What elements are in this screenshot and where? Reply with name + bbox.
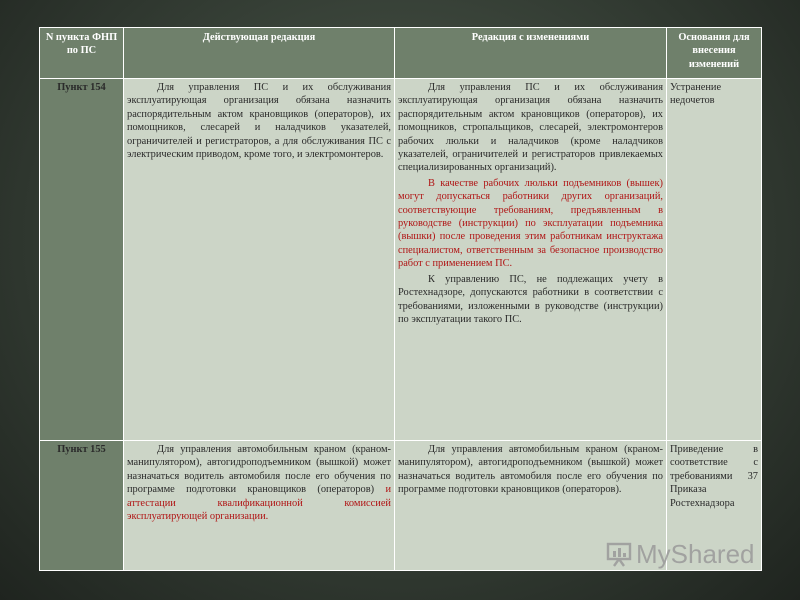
changed-text-2-red: В качестве рабочих люльки подъемников (вышек) могут допускаться работники других организаций, соответствующие требованиям, предъявленным в руководстве (инструкции) по эксплуатации подъемника (вышки) после проведения этим работникам инструктажа специалистом, ответственным за безопасное производство работ с применением ПС. bbox=[398, 177, 663, 270]
changed-text-1: Для управления ПС и их обслуживания эксплуатирующая организация обязана назначить распорядительным актом крановщиков (операторов), их помощников, стропальщиков, слесарей, электромонтеров рабочих люльки и наладчиков (кроме наладчиков указателей, ограничителей и регистраторов привлекаемых специализированных организаций). bbox=[398, 82, 663, 174]
changed-edition-cell bbox=[395, 79, 667, 441]
presentation-board-icon bbox=[606, 541, 632, 567]
current-edition-cell bbox=[124, 441, 395, 571]
current-edition-cell bbox=[124, 79, 395, 441]
watermark-text: MyShared bbox=[636, 538, 755, 569]
current-text bbox=[127, 443, 391, 523]
watermark bbox=[606, 537, 755, 571]
row-label: Пункт 155 bbox=[40, 441, 124, 571]
current-text-red: и аттестации квалификационной комиссией эксплуатирующей организации. bbox=[127, 484, 391, 523]
table-row bbox=[40, 79, 762, 441]
basis-cell: Устранение недочетов bbox=[667, 79, 762, 441]
row-label: Пункт 154 bbox=[40, 79, 124, 441]
changed-text: Для управления автомобильным краном (краном-манипулятором), автогидроподъемником (вышкой) может назначаться водитель автомобиля после его обучения по программе подготовки крановщиков (операторов). bbox=[398, 444, 663, 496]
current-text-black: Для управления автомобильным краном (краном-манипулятором), автогидроподъемником (вышкой) может назначаться водитель автомобиля после его обучения по программе подготовки крановщиков (операторов) bbox=[127, 444, 391, 496]
comparison-table bbox=[39, 27, 762, 571]
changed-text-3: К управлению ПС, не подлежащих учету в Ростехнадзоре, допускаются работники в соответствии с требованиями, изложенными в руководстве (инструкции) по эксплуатации такого ПС. bbox=[398, 273, 663, 325]
header-current-edition: Действующая редакция bbox=[124, 28, 395, 79]
header-changed-edition: Редакция с изменениями bbox=[395, 28, 667, 79]
current-text: Для управления ПС и их обслуживания эксплуатирующая организация обязана назначить распорядительным актом крановщиков (операторов), их помощников, слесарей и наладчиков указателей, ограничителей и регистраторов, а для обслуживания ПС с электрическим приводом, кроме того, и электромонтеров. bbox=[127, 82, 391, 161]
table-header-row bbox=[40, 28, 762, 79]
header-clause-number: N пункта ФНП по ПС bbox=[40, 28, 124, 79]
header-basis: Основания для внесения изменений bbox=[667, 28, 762, 79]
basis-cell: Приведение в соответствие с требованиями 37 Приказа Ростехнадзора bbox=[667, 441, 762, 571]
